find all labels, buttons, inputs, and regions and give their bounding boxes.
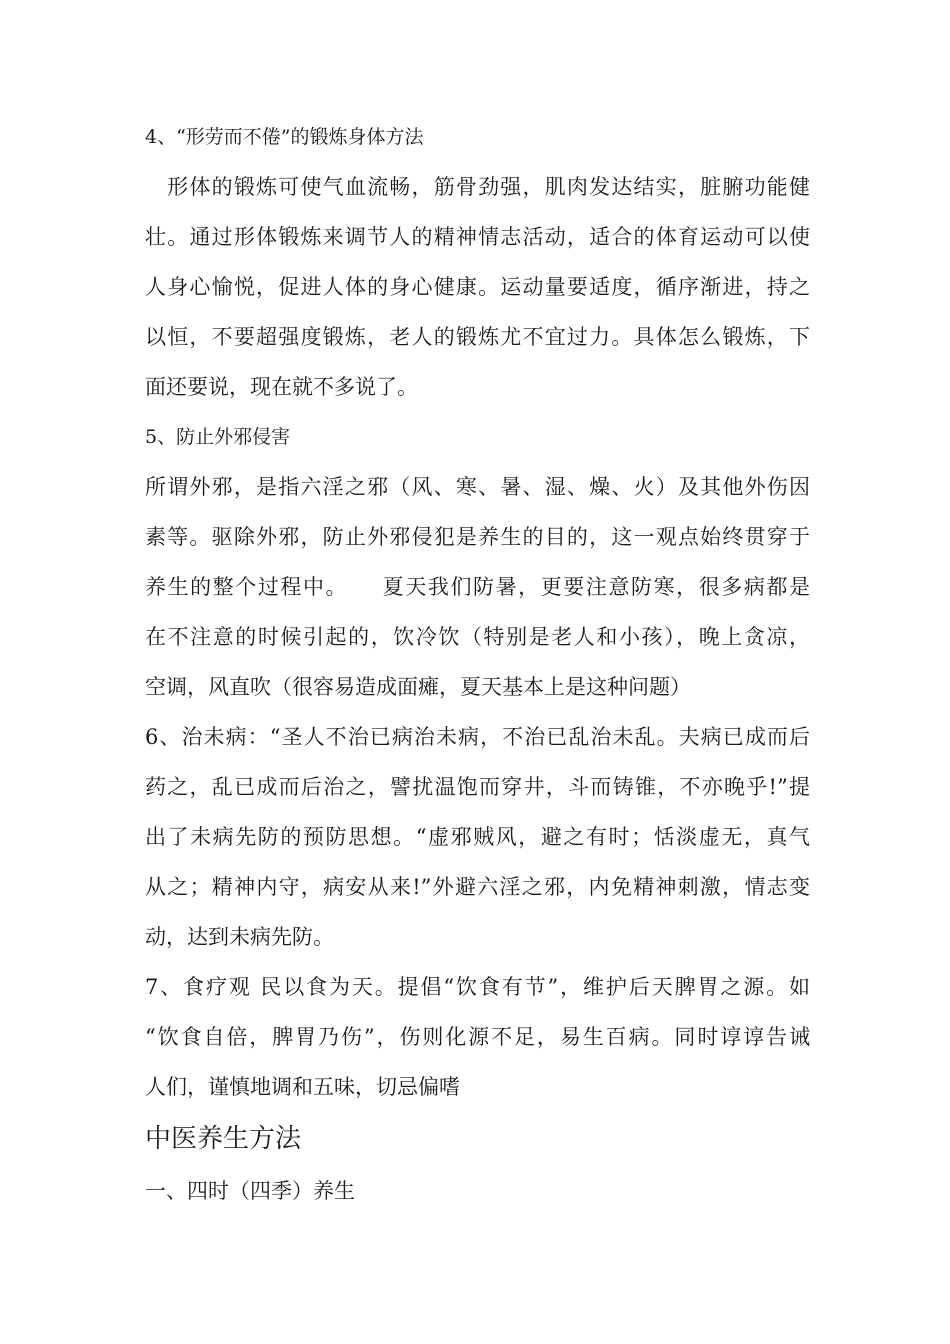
- document-body: [145, 112, 810, 1216]
- section-5-line-5: 空调，风直吹（很容易造成面瘫，夏天基本上是这种问题）: [145, 675, 691, 699]
- section-4-line-1: 形体的锻炼可使气血流畅，筋骨劲强，肌肉发达结实，脏腑功能健: [145, 175, 810, 199]
- section-7-line-1: 7、食疗观 民以食为天。提倡“饮食有节”，维护后天脾胃之源。如: [145, 975, 810, 999]
- section-5-heading: 5、防止外邪侵害: [145, 426, 291, 448]
- section-6-line-5: 动，达到未病先防。: [145, 925, 334, 949]
- section-4-line-4: 以恒，不要超强度锻炼，老人的锻炼尤不宜过力。具体怎么锻炼，下: [145, 325, 810, 349]
- section-4-line-3: 人身心愉悦，促进人体的身心健康。运动量要适度，循序渐进，持之: [145, 275, 810, 299]
- subsection-title: 一、四时（四季）养生: [145, 1179, 355, 1203]
- section-4-line-2: 壮。通过形体锻炼来调节人的精神情志活动，适合的体育运动可以使: [145, 225, 810, 249]
- section-6-line-4: 从之；精神内守，病安从来!”外避六淫之邪，内免精神刺激，情志变: [145, 875, 810, 899]
- section-5-line-2: 素等。驱除外邪，防止外邪侵犯是养生的目的，这一观点始终贯穿于: [145, 525, 810, 549]
- section-6-line-3: 出了未病先防的预防思想。“虚邪贼风，避之有时；恬淡虚无，真气: [145, 825, 810, 849]
- section-7-line-3: 人们，谨慎地调和五味，切忌偏嗜: [145, 1075, 460, 1099]
- section-4-line-5: 面还要说，现在就不多说了。: [145, 375, 418, 399]
- section-5-line-4: 在不注意的时候引起的，饮冷饮（特别是老人和小孩），晚上贪凉，: [145, 625, 810, 649]
- section-4-heading: 4、“形劳而不倦”的锻炼身体方法: [145, 126, 424, 148]
- section-6-line-1: 6、治未病：“圣人不治已病治未病，不治已乱治未乱。夫病已成而后: [145, 725, 810, 749]
- section-6-line-2: 药之，乱已成而后治之，譬扰温饱而穿井，斗而铸锥，不亦晚乎!”提: [145, 775, 810, 799]
- section-5-line-3: 养生的整个过程中。 夏天我们防暑，更要注意防寒，很多病都是: [145, 575, 810, 599]
- section-7-line-2: “饮食自倍，脾胃乃伤”，伤则化源不足，易生百病。同时谆谆告诫: [145, 1025, 810, 1049]
- section-5-line-1: 所谓外邪，是指六淫之邪（风、寒、暑、湿、燥、火）及其他外伤因: [145, 475, 810, 499]
- chapter-title: 中医养生方法: [145, 1124, 302, 1154]
